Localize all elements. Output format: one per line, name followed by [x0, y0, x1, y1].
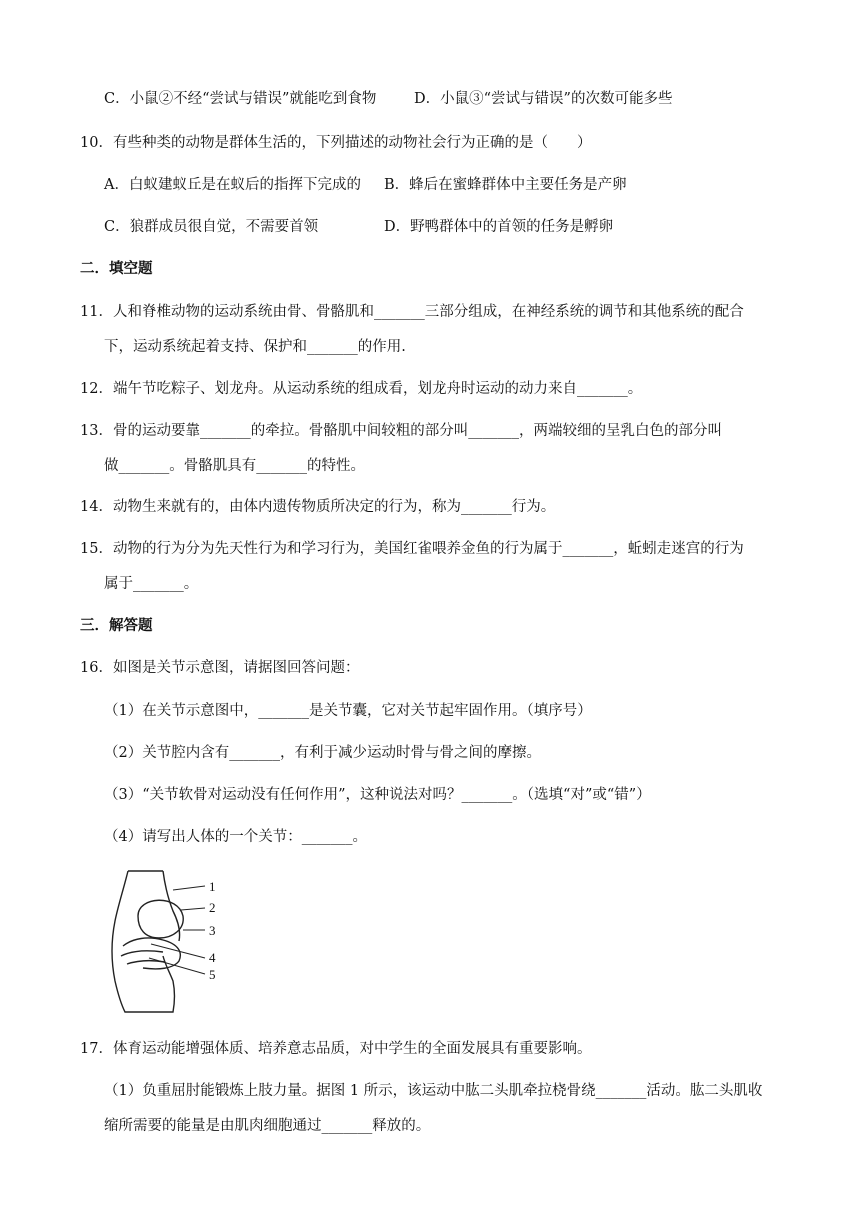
sub-question-1: （1）负重屈肘能锻炼上肢力量。据图 1 所示，该运动中肱二头肌牵拉桡骨绕_______活动。肱二头肌收: [104, 1083, 763, 1099]
question-stem: 17．体育运动能增强体质、培养意志品质，对中学生的全面发展具有重要影响。: [80, 1041, 592, 1057]
section-title-fill-in: 二．填空题: [80, 260, 153, 277]
option-c: C．狼群成员很自觉，不需要首领: [104, 219, 319, 235]
q9-option-d: D．小鼠③“尝试与错误”的次数可能多些: [414, 91, 673, 107]
option-b: B．蜂后在蜜蜂群体中主要任务是产卵: [384, 177, 627, 193]
question-stem: 10．有些种类的动物是群体生活的，下列描述的动物社会行为正确的是（ ）: [80, 135, 592, 151]
sub-question-1-cont: 缩所需要的能量是由肌肉细胞通过_______释放的。: [104, 1118, 431, 1134]
question-line: 做_______。骨骼肌具有_______的特性。: [104, 458, 365, 474]
q9-option-c: C．小鼠②不经“尝试与错误”就能吃到食物: [104, 91, 377, 107]
sub-question-4: （4）请写出人体的一个关节：_______。: [104, 829, 367, 845]
option-a: A．白蚁建蚁丘是在蚁后的指挥下完成的: [104, 177, 361, 193]
label-3: 3: [209, 923, 216, 938]
label-1: 1: [209, 879, 216, 894]
section-title-answer: 三．解答题: [80, 617, 153, 634]
joint-outline: [112, 871, 183, 1012]
option-d: D．野鸭群体中的首领的任务是孵卵: [384, 219, 614, 235]
question-line: 11．人和脊椎动物的运动系统由骨、骨骼肌和_______三部分组成，在神经系统的调节和其他系统的配合: [80, 304, 744, 320]
question-line: 15．动物的行为分为先天性行为和学习行为，美国红雀喂养金鱼的行为属于_______，蚯蚓走迷宫的行为: [80, 541, 744, 557]
joint-diagram: [103, 866, 233, 1016]
question-line: 属于_______。: [104, 576, 199, 592]
label-5: 5: [209, 967, 216, 982]
sub-question-2: （2）关节腔内含有_______，有利于减少运动时骨与骨之间的摩擦。: [104, 745, 541, 761]
question-line: 13．骨的运动要靠_______的牵拉。骨骼肌中间较粗的部分叫_______，两端较细的呈乳白色的部分叫: [80, 423, 722, 439]
label-2: 2: [209, 900, 216, 915]
question-stem: 16．如图是关节示意图，请据图回答问题：: [80, 660, 360, 676]
label-leaders: [149, 886, 205, 974]
question-12: 12．端午节吃粽子、划龙舟。从运动系统的组成看，划龙舟时运动的动力来自_______。: [80, 381, 643, 397]
label-4: 4: [209, 950, 216, 965]
question-line: 下，运动系统起着支持、保护和_______的作用.: [104, 339, 406, 355]
sub-question-1: （1）在关节示意图中，_______是关节囊，它对关节起牢固作用。（填序号）: [104, 703, 592, 719]
sub-question-3: （3）“关节软骨对运动没有任何作用”，这种说法对吗？_______。（选填“对”或“错”）: [104, 787, 651, 803]
question-14: 14．动物生来就有的，由体内遗传物质所决定的行为，称为_______行为。: [80, 499, 556, 515]
